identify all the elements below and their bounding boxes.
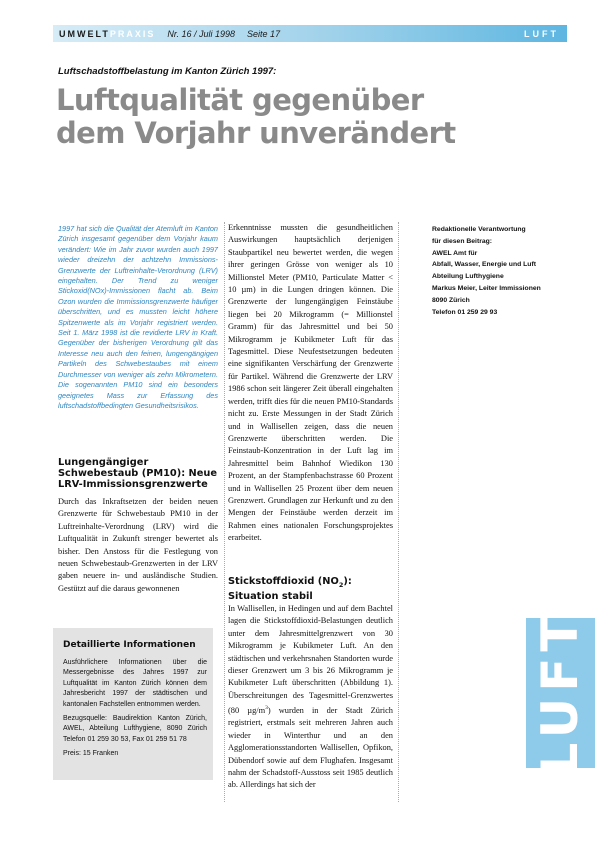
title-line-1: Luftqualität gegenüber [56, 83, 424, 117]
info-box-source: Bezugsquelle: Baudirektion Kanton Zürich, AWEL, Abteilung Lufthygiene, 8090 Zürich Telefon 01 259 30 53, Fax 01 259 51 78 [63, 715, 207, 743]
body-column-2: Erkenntnisse mussten die gesundheitlichen Auswirkungen hauptsächlich derjenigen Staubpartikel neu bewertet werden, die wegen ihrer geringen Grösse von weniger als 10 Millionstel Meter (PM10, Particulate Matter < 10 µm) in die Lungen dringen können. Die Grenzwerte der lungengängigen Feinstäube liegen bei 20 Mikrogramm (= Millionstel Gramm) für das Jahresmittel und bei 50 Mikrogramm je Kubikmeter Luft für das Tagesmittel. Diese Neufestsetzungen bedeuten eine signifikanten Verschärfung der Grenzwerte für Partikel. Während die Grenzwerte der LRV 1986 schon seit längerer Zeit überall eingehalten werden, trifft dies für die neuen PM10-Standards nicht zu. Erste Messungen in der Stadt Zürich und in Wallisellen zeigen, dass die neuen Grenzwerte überschritten werden. Die Feinstaub-Konzentration in der Luft lag im Jahresmittel beim Bahnhof Wiedikon 130 Prozent, an der Stampfenbachstrasse 60 Prozent und in Wallisellen 25 Prozent über dem neuen Grenzwert. Grundlagen zur Herkunft und zu den Mengen der Feinstäube werden derzeit im Rahmen eines nationalen Forschungsprojektes erarbeitet. [228, 223, 393, 543]
info-box-price: Preis: 15 Franken [63, 750, 119, 758]
editorial-responsibility: Redaktionelle Verantwortung für diesen Beitrag: AWEL Amt für Abfall, Wasser, Energie und Luft Abteilung Lufthygiene Markus Meier, Leiter Immissionen 8090 Zürich Telefon 01 259 29 93 [432, 226, 541, 316]
article-title [56, 84, 476, 150]
info-box-title: Detaillierte Informationen [63, 640, 196, 650]
issue-number: Nr. 16 / Juli 1998 [167, 28, 236, 39]
article-kicker: Luftschadstoffbelastung im Kanton Zürich 1997: [58, 66, 277, 77]
info-box [53, 628, 213, 780]
body-column-1: Durch das Inkraftsetzen der beiden neuen Grenzwerte für Schwebestaub PM10 in der Luftreinhalte-Verordnung (LRV) wird die Luftqualität in Zukunft strenger bewertet als bisher. Den Anstoss für die Festlegung von neuen Schwebestaub-Grenzwerten in der LRV gaben neuere in- und ausländische Studien. Gestützt auf die daraus gewonnenen [58, 497, 218, 593]
lead-paragraph: 1997 hat sich die Qualität der Atemluft im Kanton Zürich insgesamt gegenüber dem Vorjahr kaum verändert: Wie im Jahr zuvor wurden auch 1997 wieder dreizehn der achtzehn Immissions-Grenzwerte der Luftreinhalte-Verordnung (LRV) eingehalten. Der Trend zu weniger Stickoxid(NOx)-Immissionen flacht ab. Beim Ozon wurden die Immissionsgrenzwerte häufiger überschritten, und es mussten leicht höhere Spitzenwerte als im Vorjahr registriert werden. Seit 1. März 1998 ist die revidierte LRV in Kraft. Gegenüber der bisherigen Verordnung gilt das Interesse neu auch den feinen, lungengängigen Partikeln des Schwebestaubes mit einem Durchmesser von weniger als zehn Mikrometern. Die sogenannten PM10 sind ein besonders geeignetes Mass zur Erfassung des luftschadstoffbedingten Gesundheitsrisikos. [58, 224, 218, 410]
page-number: Seite 17 [247, 28, 281, 39]
brand-praxis: PRAXIS [109, 28, 156, 39]
info-box-text: Ausführlichere Informationen über die Messergebnisse des Jahres 1997 zur Luftqualität im Kanton Zürich können dem Jahresbericht 1997 der städtischen und kantonalen Fachstellen entnommen werden. [63, 659, 207, 708]
subhead-pm10: Lungengängiger Schwebestaub (PM10): Neue LRV-Immissionsgrenzwerte [58, 457, 218, 490]
column-divider-2 [398, 222, 399, 802]
section-label: LUFT [524, 28, 559, 39]
column-divider-1 [224, 222, 225, 802]
brand-umwelt: UMWELT [59, 28, 110, 39]
title-line-2: dem Vorjahr unverändert [56, 116, 456, 150]
body-column-2-continued: In Wallisellen, in Hedingen und auf dem Bachtel lagen die Stickstoffdioxid-Belastungen deutlich unter dem Jahresmittelgrenzwert von 30 Mikrogramm je Kubikmeter Luft. An den städtischen und verkehrsnahen Standorten wurde dieser Grenzwert um 3 bis 26 Mikrogramm je Kubikmeter Luft überschritten (Abbildung 1). Überschreitungen des Tagesmittel-Grenzwertes (80 $\mu g/m^3$) wurden in der Stadt Zürich registriert, erstmals seit mehreren Jahren auch wieder in Winterthur und an den Agglomerationsstandorten Wallisellen, Opfikon, Dübendorf sowie auf dem Flughafen. Insgesamt nahm der Schadstoff-Ausstoss seit 1985 deutlich ab. Allerdings hat sich der [228, 604, 393, 790]
subhead-no2: Stickstoffdioxid $(NO_2)$: Situation stabil [228, 576, 352, 602]
section-tab-word: LUFT [531, 611, 589, 775]
page-header [53, 25, 567, 42]
